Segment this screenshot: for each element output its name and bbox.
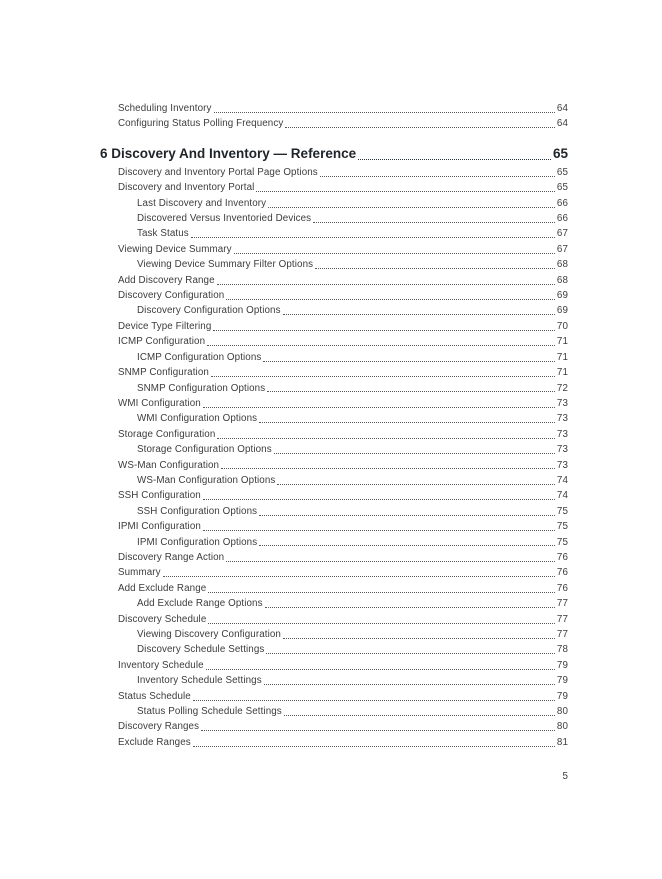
- toc-entry-row[interactable]: [100, 319, 568, 334]
- toc-entry-page: 74: [556, 474, 568, 486]
- toc-entry-label: IPMI Configuration: [118, 521, 201, 533]
- toc-entry-label: Status Polling Schedule Settings: [137, 706, 282, 718]
- dot-leader: [234, 253, 555, 254]
- dot-leader: [264, 684, 555, 685]
- dot-leader: [266, 653, 554, 654]
- dot-leader: [221, 468, 555, 469]
- toc-entry-page: 71: [556, 351, 568, 363]
- toc-entry-label: Viewing Device Summary Filter Options: [137, 259, 314, 271]
- toc-entry-page: 78: [556, 644, 568, 656]
- dot-leader: [203, 499, 555, 500]
- toc-entry-page: 75: [556, 521, 568, 533]
- toc-entry-row[interactable]: [100, 596, 568, 611]
- toc-entry-row[interactable]: [100, 180, 568, 195]
- toc-entry-row[interactable]: [100, 689, 568, 704]
- toc-entry-row[interactable]: [100, 273, 568, 288]
- toc-entry-label: Scheduling Inventory: [118, 103, 212, 114]
- dot-leader: [191, 237, 555, 238]
- toc-entry-page: 73: [556, 428, 568, 440]
- dot-leader: [259, 515, 555, 516]
- toc-entry-label: Configuring Status Polling Frequency: [118, 118, 284, 130]
- toc-entry-label: SNMP Configuration Options: [137, 382, 266, 394]
- toc-entry-row[interactable]: [100, 519, 568, 534]
- dot-leader: [208, 623, 555, 624]
- toc-entry-row[interactable]: [100, 673, 568, 688]
- toc-chapter-row[interactable]: [100, 143, 568, 165]
- dot-leader: [274, 453, 555, 454]
- dot-leader: [267, 391, 555, 392]
- toc-entry-page: 69: [556, 305, 568, 317]
- toc-entry-row[interactable]: [100, 473, 568, 488]
- dot-leader: [277, 484, 555, 485]
- toc-entry-page: 67: [556, 243, 568, 255]
- dot-leader: [285, 127, 555, 128]
- toc-entry-label: Inventory Schedule: [118, 659, 204, 671]
- dot-leader: [217, 284, 555, 285]
- toc-entry-page: 64: [556, 118, 568, 130]
- toc-entry-page: 80: [556, 721, 568, 733]
- toc-entry-label: Discovery and Inventory Portal: [118, 182, 255, 194]
- toc-entry-page: 71: [556, 367, 568, 379]
- toc-entry-label: Discovery Range Action: [118, 551, 225, 563]
- dot-leader: [211, 376, 555, 377]
- toc-entry-page: 79: [556, 690, 568, 702]
- dot-leader: [193, 700, 555, 701]
- toc-chapter-page: 65: [552, 145, 568, 161]
- toc-entry-label: Storage Configuration Options: [137, 444, 272, 456]
- dot-leader: [263, 361, 554, 362]
- toc-entry-label: SSH Configuration: [118, 490, 201, 502]
- toc-entry-page: 80: [556, 706, 568, 718]
- toc-entry-page: 75: [556, 505, 568, 517]
- toc-entry-row[interactable]: [100, 396, 568, 411]
- toc-entry-page: 65: [556, 182, 568, 194]
- toc-entry-page: 67: [556, 228, 568, 240]
- toc-entry-row[interactable]: [100, 196, 568, 211]
- toc-entry-page: 66: [556, 197, 568, 209]
- dot-leader: [201, 730, 555, 731]
- toc-entry-page: 76: [556, 582, 568, 594]
- toc-entry-page: 74: [556, 490, 568, 502]
- dot-leader: [217, 438, 554, 439]
- toc-entry-row[interactable]: [100, 719, 568, 734]
- toc-entry-page: 68: [556, 259, 568, 271]
- toc-entry-row[interactable]: [100, 303, 568, 318]
- toc-entry-page: 71: [556, 336, 568, 348]
- toc-entry-label: SNMP Configuration: [118, 367, 209, 379]
- toc-entry-label: Last Discovery and Inventory: [137, 197, 267, 209]
- toc-entry-row[interactable]: [100, 535, 568, 550]
- toc-entry-row[interactable]: [100, 411, 568, 426]
- dot-leader: [265, 607, 555, 608]
- toc-entry-page: 73: [556, 397, 568, 409]
- toc-entry-page: 79: [556, 659, 568, 671]
- toc-chapter-label: 6 Discovery And Inventory — Reference: [100, 145, 357, 161]
- toc-entry-label: Summary: [118, 567, 161, 579]
- dot-leader: [193, 746, 555, 747]
- dot-leader: [259, 545, 555, 546]
- toc-entry-row[interactable]: [100, 101, 568, 116]
- dot-leader: [313, 222, 555, 223]
- toc-entry-row[interactable]: [100, 627, 568, 642]
- toc-entry-row[interactable]: [100, 458, 568, 473]
- toc-entry-row[interactable]: [100, 427, 568, 442]
- toc-entry-label: Discovery Configuration: [118, 290, 225, 302]
- toc-entry-label: Add Exclude Range Options: [137, 598, 263, 610]
- toc-entry-row[interactable]: [100, 211, 568, 226]
- toc-entry-page: 72: [556, 382, 568, 394]
- toc-entry-label: Discovery Ranges: [118, 721, 200, 733]
- toc-entry-page: 73: [556, 459, 568, 471]
- dot-leader: [256, 191, 554, 192]
- toc-entry-label: Discovered Versus Inventoried Devices: [137, 213, 312, 225]
- toc-entry-row[interactable]: [100, 642, 568, 657]
- toc-entry-label: Discovery Configuration Options: [137, 305, 281, 317]
- toc-entry-row[interactable]: [100, 381, 568, 396]
- dot-leader: [283, 314, 555, 315]
- toc-entry-row[interactable]: [100, 488, 568, 503]
- toc-entry-label: Task Status: [137, 228, 189, 240]
- toc-entry-label: Exclude Ranges: [118, 736, 191, 748]
- dot-leader: [315, 268, 555, 269]
- toc-entry-row[interactable]: [100, 365, 568, 380]
- toc-entry-page: 77: [556, 629, 568, 640]
- toc-entry-label: Storage Configuration: [118, 428, 216, 440]
- toc-entry-row[interactable]: [100, 334, 568, 349]
- toc-entry-row[interactable]: [100, 735, 568, 750]
- toc-entry-page: 79: [556, 675, 568, 687]
- toc-entry-page: 73: [556, 413, 568, 425]
- toc-entry-label: WS-Man Configuration: [118, 459, 220, 471]
- toc-entry-row[interactable]: [100, 226, 568, 241]
- toc-entry-label: Status Schedule: [118, 690, 191, 702]
- dot-leader: [213, 330, 554, 331]
- toc-entry-label: WMI Configuration: [118, 397, 201, 409]
- toc-entry-label: Viewing Device Summary: [118, 243, 232, 255]
- toc-entry-label: Device Type Filtering: [118, 320, 212, 332]
- toc-entry-page: 64: [556, 103, 568, 114]
- toc-entry-page: 68: [556, 274, 568, 286]
- dot-leader: [226, 561, 555, 562]
- toc-entry-page: 76: [556, 567, 568, 579]
- toc-entry-row[interactable]: [100, 504, 568, 519]
- dot-leader: [214, 112, 555, 113]
- toc-entry-label: SSH Configuration Options: [137, 505, 258, 517]
- toc-entry-label: WS-Man Configuration Options: [137, 474, 276, 486]
- dot-leader: [203, 530, 555, 531]
- dot-leader: [163, 576, 555, 577]
- toc-entry-label: WMI Configuration Options: [137, 413, 258, 425]
- toc-entry-row[interactable]: [100, 581, 568, 596]
- toc-entry-row[interactable]: [100, 550, 568, 565]
- toc-entry-page: 73: [556, 444, 568, 456]
- toc-entry-label: Discovery Schedule Settings: [137, 644, 265, 656]
- toc-entry-label: ICMP Configuration Options: [137, 351, 262, 363]
- dot-leader: [268, 207, 555, 208]
- toc-entry-page: 70: [556, 320, 568, 332]
- toc-entry-row[interactable]: [100, 658, 568, 673]
- toc-entry-row[interactable]: [100, 704, 568, 719]
- toc-entry-row[interactable]: [100, 288, 568, 303]
- toc-entry-page: 81: [556, 736, 568, 748]
- dot-leader: [226, 299, 555, 300]
- toc-entry-row[interactable]: [100, 350, 568, 365]
- toc-entry-row[interactable]: [100, 257, 568, 272]
- dot-leader: [207, 345, 555, 346]
- toc-entry-row[interactable]: [100, 442, 568, 457]
- dot-leader: [259, 422, 555, 423]
- toc-entry-page: 77: [556, 613, 568, 625]
- toc-entry-label: ICMP Configuration: [118, 336, 206, 348]
- table-of-contents: [100, 101, 568, 750]
- dot-leader: [320, 176, 555, 177]
- toc-entry-label: Add Exclude Range: [118, 582, 207, 594]
- toc-entry-row[interactable]: [100, 565, 568, 580]
- dot-leader: [358, 159, 551, 160]
- toc-entry-page: 77: [556, 598, 568, 610]
- toc-entry-label: Add Discovery Range: [118, 274, 215, 286]
- toc-entry-page: 75: [556, 536, 568, 548]
- page-number: 5: [562, 771, 568, 782]
- dot-leader: [284, 715, 555, 716]
- toc-entry-page: 66: [556, 213, 568, 225]
- toc-entry-row[interactable]: [100, 116, 568, 131]
- dot-leader: [203, 407, 555, 408]
- toc-entry-label: Viewing Discovery Configuration: [137, 629, 281, 640]
- toc-entry-row[interactable]: [100, 612, 568, 627]
- dot-leader: [206, 669, 555, 670]
- toc-entry-row[interactable]: [100, 165, 568, 180]
- toc-entry-label: Inventory Schedule Settings: [137, 675, 262, 687]
- toc-entry-label: Discovery and Inventory Portal Page Options: [118, 166, 318, 178]
- toc-entry-row[interactable]: [100, 242, 568, 257]
- dot-leader: [283, 638, 555, 639]
- toc-entry-page: 76: [556, 551, 568, 563]
- toc-entry-label: Discovery Schedule: [118, 613, 207, 625]
- toc-entry-label: IPMI Configuration Options: [137, 536, 258, 548]
- toc-entry-page: 65: [556, 166, 568, 178]
- toc-entry-page: 69: [556, 290, 568, 302]
- dot-leader: [208, 592, 555, 593]
